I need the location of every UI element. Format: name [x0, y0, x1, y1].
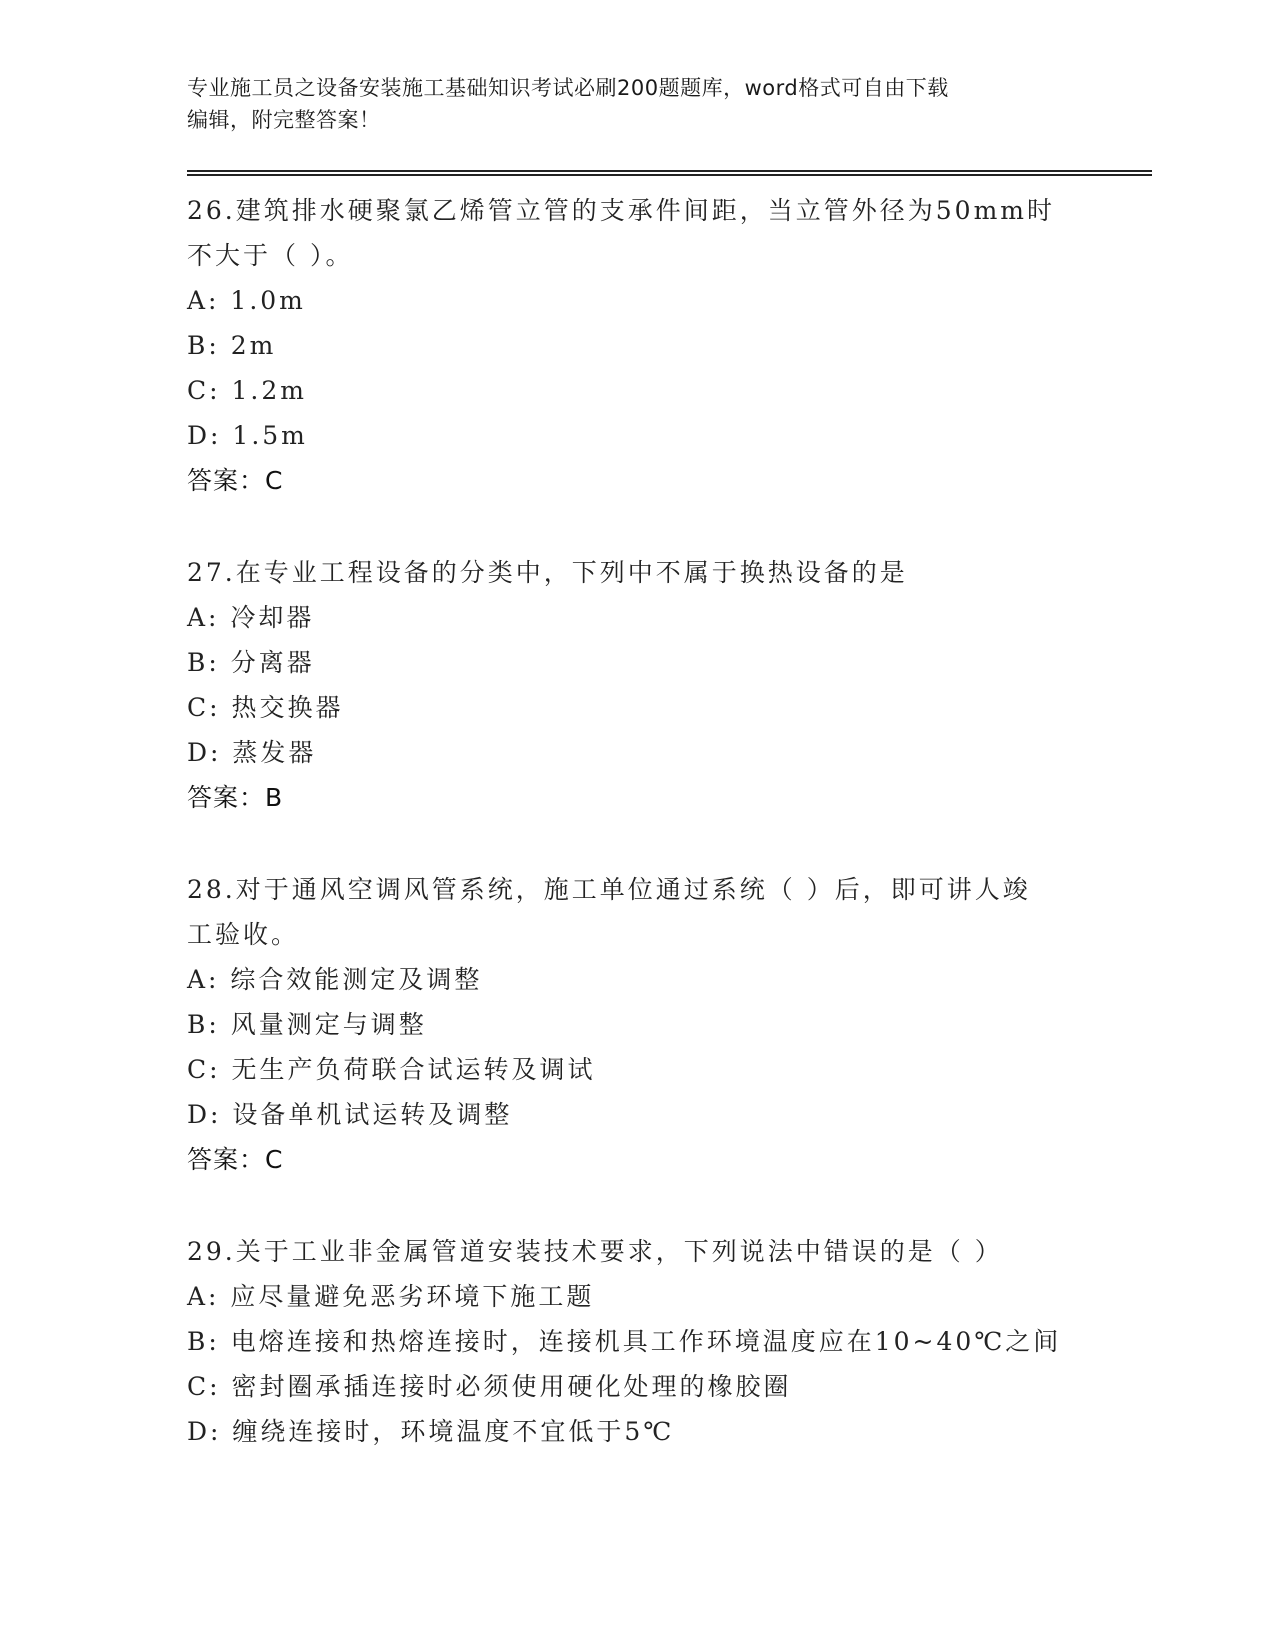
option-a: A: 应尽量避免恶劣环境下施工题 [187, 1282, 595, 1311]
option-b: B: 风量测定与调整 [187, 1010, 427, 1039]
question-stem-line: 28.对于通风空调风管系统，施工单位通过系统（ ）后，即可讲人竣 [187, 875, 1031, 904]
question-26 [187, 188, 1087, 503]
answer-label: 答案：C [187, 466, 284, 495]
question-stem-line: 工验收。 [187, 920, 300, 949]
answer-label: 答案：C [187, 1145, 284, 1174]
header-line-1: 专业施工员之设备安装施工基础知识考试必刷200题题库，word格式可自由下载 [187, 76, 949, 100]
option-c: C: 密封圈承插连接时必须使用硬化处理的橡胶圈 [187, 1372, 792, 1401]
option-c: C: 无生产负荷联合试运转及调试 [187, 1055, 596, 1084]
question-stem [187, 188, 1087, 278]
option-d: D: 1.5m [187, 421, 308, 450]
header-rule-bottom [187, 174, 1152, 176]
option-b: B: 分离器 [187, 648, 315, 677]
header-line-2: 编辑，附完整答案！ [187, 108, 381, 132]
answer-label: 答案：B [187, 783, 284, 812]
question-29 [187, 1229, 1087, 1454]
option-b: B: 2m [187, 331, 277, 360]
question-stem-line: 不大于（ ）。 [187, 241, 354, 270]
question-stem [187, 550, 1087, 595]
question-stem-line: 26.建筑排水硬聚氯乙烯管立管的支承件间距，当立管外径为50mm时 [187, 196, 1055, 225]
option-d: D: 设备单机试运转及调整 [187, 1100, 513, 1129]
option-a: A: 1.0m [187, 286, 306, 315]
question-27 [187, 550, 1087, 820]
question-stem-line: 29.关于工业非金属管道安装技术要求，下列说法中错误的是（ ） [187, 1237, 1003, 1266]
header-rule-top [187, 170, 1152, 172]
question-stem [187, 867, 1087, 957]
question-28 [187, 867, 1087, 1182]
question-stem-line: 27.在专业工程设备的分类中，下列中不属于换热设备的是 [187, 558, 908, 587]
option-c: C: 1.2m [187, 376, 307, 405]
option-d: D: 缠绕连接时，环境温度不宜低于5℃ [187, 1417, 675, 1446]
option-b: B: 电熔连接和热熔连接时，连接机具工作环境温度应在10~40℃之间 [187, 1327, 1062, 1356]
option-a: A: 冷却器 [187, 603, 315, 632]
option-d: D: 蒸发器 [187, 738, 317, 767]
question-stem [187, 1229, 1087, 1274]
option-a: A: 综合效能测定及调整 [187, 965, 483, 994]
document-header [187, 72, 1067, 136]
option-c: C: 热交换器 [187, 693, 344, 722]
question-list [187, 188, 1087, 1501]
